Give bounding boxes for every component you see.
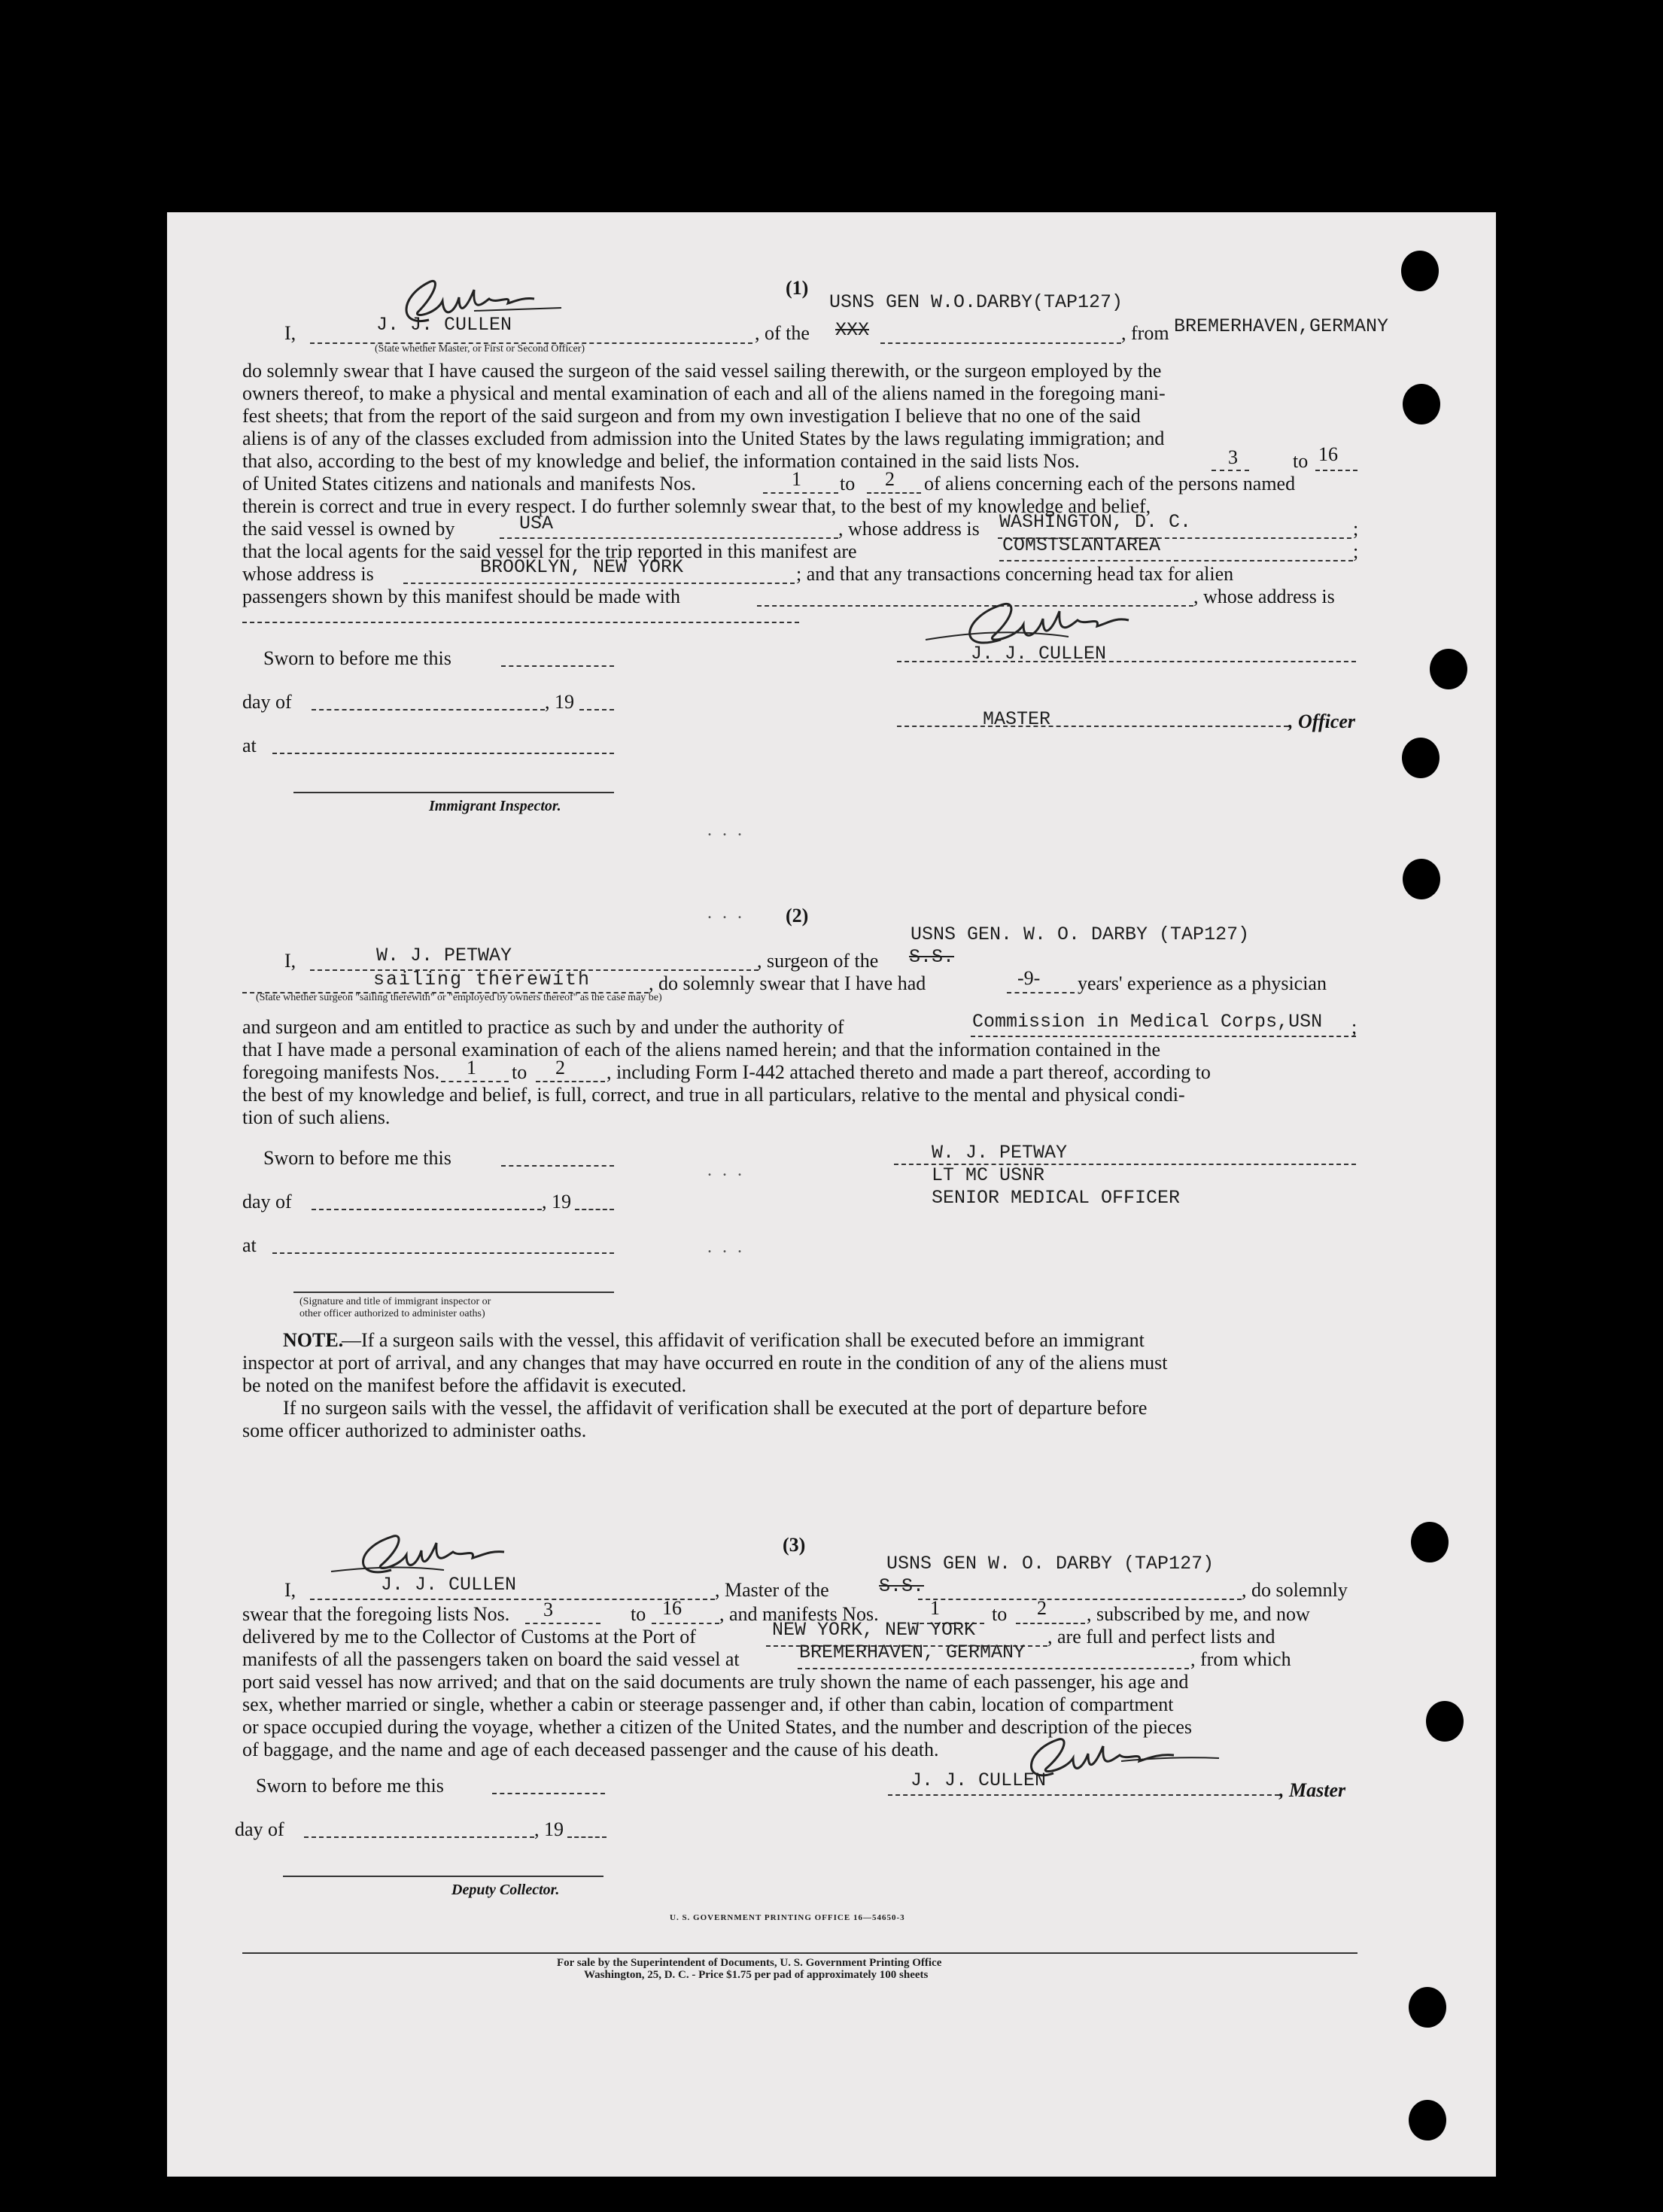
year-label: , 19 [542, 1191, 571, 1212]
officer-title: MASTER [983, 708, 1051, 730]
oath-line: of aliens concerning each of the persons named [924, 473, 1296, 494]
day-of-line [312, 1209, 542, 1210]
oath-line: do solemnly swear that I have caused the surgeon of the said vessel sailing therewith, or the surgeon employed by the [242, 360, 1162, 382]
lists-from: 3 [1228, 446, 1238, 468]
struck-ss: XXX [835, 319, 870, 341]
note-line: If no surgeon sails with the vessel, the affidavit of verification shall be executed at the port of departure before [283, 1397, 1148, 1419]
owner-line [500, 537, 838, 539]
oath-line: , whose address is [1193, 586, 1335, 607]
agent-address: BROOKLYN, NEW YORK [480, 556, 684, 578]
man-from: 1 [930, 1597, 940, 1619]
inspector-signature-line [293, 1292, 614, 1293]
ruled-dots: ... [707, 1237, 752, 1257]
day-of-line [304, 1836, 534, 1838]
punch-hole [1403, 859, 1440, 899]
sale-note: Washington, 25, D. C. - Price $1.75 per pad of approximately 100 sheets [584, 1969, 929, 1981]
note-line: inspector at port of arrival, and any changes that may have occurred en route in the condition of any of the aliens must [242, 1352, 1168, 1374]
man-to: 2 [555, 1057, 565, 1079]
surgeon-title: SENIOR MEDICAL OFFICER [932, 1187, 1181, 1209]
oath-line: therein is correct and true in every respect. I do further solemnly swear that, to the best of my knowledge and belief, [242, 495, 1151, 517]
master-typed-name: J. J. CULLEN [911, 1769, 1047, 1791]
i-label: I, [284, 1579, 296, 1601]
authority: Commission in Medical Corps,USN [972, 1011, 1323, 1033]
master-signature-line [888, 1794, 1279, 1796]
oath-line: years' experience as a physician [1078, 972, 1327, 994]
whose-address-label: , whose address is [838, 518, 980, 540]
master-typed-name: J. J. CULLEN [971, 643, 1107, 665]
vessel-line [880, 342, 1121, 344]
sworn-label: Sworn to before me this [263, 647, 451, 669]
solemnly-label: , do solemnly [1242, 1579, 1348, 1601]
state-note: (State whether Master, or First or Second Officer) [375, 343, 585, 354]
oath-line: passengers shown by this manifest should be made with [242, 586, 681, 607]
at-line [272, 1252, 614, 1254]
oath-line: , including Form I-442 attached thereto and made a part thereof, according to [607, 1061, 1211, 1083]
years: -9- [1017, 967, 1041, 989]
sworn-line [501, 1165, 614, 1167]
sworn-label: Sworn to before me this [263, 1147, 451, 1169]
note-line: be noted on the manifest before the affidavit is executed. [242, 1374, 687, 1396]
man-to-line [867, 492, 921, 494]
punch-hole [1409, 1987, 1446, 2028]
semicolon: ; [1351, 1016, 1357, 1038]
master-of-label: , Master of the [715, 1579, 829, 1601]
deputy-label: Deputy Collector. [451, 1882, 560, 1898]
oath-line: swear that the foregoing lists Nos. [242, 1603, 510, 1625]
agents: COMSTSLANTAREA [1002, 534, 1161, 556]
year-line [579, 709, 614, 710]
owned-label: the said vessel is owned by [242, 518, 455, 540]
oath-line: that also, according to the best of my knowledge and belief, the information contained in the said lists Nos. [242, 450, 1080, 472]
struck-ss: S.S. [879, 1575, 925, 1597]
punch-hole [1401, 251, 1439, 291]
year-line [567, 1836, 607, 1838]
punch-hole [1403, 384, 1440, 424]
semicolon: ; [1353, 540, 1359, 562]
sworn-line [501, 665, 614, 667]
oath-line: delivered by me to the Collector of Customs at the Port of [242, 1626, 696, 1648]
oath-line: foregoing manifests Nos. [242, 1061, 440, 1083]
man-to-line [536, 1081, 605, 1082]
man-to-line [1016, 1623, 1085, 1624]
ruled-dots: ... [707, 1161, 752, 1180]
owner-address: WASHINGTON, D. C. [999, 511, 1192, 533]
master-label: , Master [1279, 1779, 1346, 1801]
i-label: I, [284, 950, 296, 972]
deputy-line [283, 1876, 603, 1877]
man-from: 1 [792, 468, 801, 490]
oath-line: , subscribed by me, and now [1087, 1603, 1310, 1625]
master-name: J. J. CULLEN [376, 314, 512, 336]
agents-line [999, 560, 1353, 561]
inspector-line [293, 792, 614, 793]
section-number: (1) [786, 277, 809, 299]
note-line: —If a surgeon sails with the vessel, this affidavit of verification shall be executed before an immigrant [342, 1329, 1145, 1351]
master-name-line [310, 1599, 715, 1600]
to-label: to [1293, 450, 1309, 472]
sig-note: other officer authorized to administer oaths) [299, 1308, 485, 1319]
to-label: to [992, 1603, 1008, 1625]
surgeon-name: W. J. PETWAY [376, 945, 512, 966]
vessel-name: USNS GEN W. O. DARBY (TAP127) [886, 1553, 1215, 1575]
punch-hole [1426, 1701, 1464, 1742]
oath-line: that I have made a personal examination of each of the aliens named herein; and that the information contained in the [242, 1039, 1161, 1060]
owner: USA [519, 513, 554, 534]
semicolon: ; [1353, 518, 1359, 540]
ruled-dots: ... [707, 820, 752, 840]
sworn-line [492, 1793, 605, 1794]
punch-hole [1430, 649, 1467, 689]
sale-note: For sale by the Superintendent of Documents, U. S. Government Printing Office [557, 1957, 942, 1969]
oath-line: ; and that any transactions concerning head tax for alien [796, 563, 1234, 585]
sworn-label: Sworn to before me this [256, 1775, 444, 1797]
surgeon-typed-name: W. J. PETWAY [932, 1142, 1068, 1164]
of-the-label: , of the [755, 322, 810, 344]
from-label: , from [1121, 322, 1169, 344]
signature [324, 1528, 519, 1588]
vessel-name: USNS GEN. W. O. DARBY (TAP127) [911, 923, 1250, 945]
at-label: at [242, 1234, 257, 1256]
note-line: some officer authorized to administer oaths. [242, 1419, 587, 1441]
oath-line: or space occupied during the voyage, whether a citizen of the United States, and the number and description of the pieces [242, 1716, 1193, 1738]
lists-from: 3 [543, 1599, 553, 1620]
year-label: , 19 [545, 691, 574, 713]
oath-line: , from which [1190, 1648, 1291, 1670]
years-line [1007, 992, 1075, 993]
oath-line: of baggage, and the name and age of each deceased passenger and the cause of his death. [242, 1739, 939, 1760]
surgeon-state-note: (State whether surgeon "sailing therewith" or "employed by owners thereof" as the case may be) [256, 992, 662, 1003]
note-label: NOTE. [283, 1329, 344, 1351]
gpo-imprint: U. S. GOVERNMENT PRINTING OFFICE 16—54650-3 [670, 1913, 905, 1922]
departure-port: BREMERHAVEN, GERMANY [799, 1642, 1026, 1663]
day-of-label: day of [242, 1191, 292, 1212]
at-label: at [242, 735, 257, 756]
inspector-label: Immigrant Inspector. [429, 798, 561, 814]
oath-line: tion of such aliens. [242, 1106, 391, 1128]
oath-line: and surgeon and am entitled to practice as such by and under the authority of [242, 1016, 844, 1038]
from-port: BREMERHAVEN,GERMANY [1174, 315, 1389, 337]
master-name: J. J. CULLEN [381, 1574, 517, 1596]
authority-line [971, 1036, 1356, 1037]
signature [384, 275, 564, 335]
lists-from-line [525, 1623, 600, 1624]
surgeon-of-label: , surgeon of the [757, 950, 879, 972]
punch-hole [1402, 738, 1440, 778]
punch-hole [1409, 2100, 1446, 2140]
man-from: 1 [467, 1057, 476, 1079]
man-to: 2 [1037, 1597, 1047, 1619]
departure-port-line [798, 1668, 1189, 1669]
struck-ss: S.S. [909, 946, 955, 968]
lists-from-line [1212, 470, 1249, 471]
vessel-name: USNS GEN W.O.DARBY(TAP127) [829, 291, 1123, 313]
oath-line: sex, whether married or single, whether a cabin or steerage passenger and, if other than cabin, location of compartment [242, 1693, 1174, 1715]
arrival-port: NEW YORK, NEW YORK [772, 1619, 976, 1641]
surgeon-rank: LT MC USNR [932, 1164, 1045, 1186]
to-label: to [631, 1603, 646, 1625]
oath-line: fest sheets; that from the report of the said surgeon and from my own investigation I believe that no one of the said [242, 405, 1141, 427]
lists-to-line [1315, 470, 1357, 471]
i-label: I, [284, 322, 296, 344]
year-line [575, 1209, 614, 1210]
at-line [272, 753, 614, 754]
oath-line: the best of my knowledge and belief, is full, correct, and true in all particulars, relative to the mental and physical condi- [242, 1084, 1185, 1106]
day-of-label: day of [235, 1818, 284, 1840]
officer-label: , Officer [1288, 710, 1356, 732]
ruled-dots: ... [707, 903, 752, 923]
year-label: , 19 [534, 1818, 564, 1840]
to-label: to [840, 473, 856, 494]
punch-hole [1411, 1522, 1449, 1562]
oath-line: , and manifests Nos. [719, 1603, 879, 1625]
to-label: to [512, 1061, 527, 1083]
man-from-line [763, 492, 838, 494]
officer-signature-line [897, 661, 1356, 662]
oath-line: , do solemnly swear that I have had [649, 972, 926, 994]
agents-label: that the local agents for the said vessel for the trip reported in this manifest are [242, 540, 857, 562]
title-line [897, 726, 1288, 727]
oath-line: aliens is of any of the classes excluded from admission into the United States by the laws regulating immigration; and [242, 427, 1165, 449]
oath-line: owners thereof, to make a physical and mental examination of each and all of the aliens named in the foregoing mani- [242, 382, 1166, 404]
agent-address-label: whose address is [242, 563, 374, 585]
section-number: (2) [786, 905, 809, 926]
lists-to: 16 [662, 1597, 682, 1619]
lists-to: 16 [1318, 443, 1338, 465]
lists-to-line [652, 1623, 719, 1624]
oath-line: , are full and perfect lists and [1047, 1626, 1275, 1648]
man-from-line [441, 1081, 509, 1082]
footer-rule [242, 1952, 1357, 1954]
agent-address-line [403, 583, 795, 584]
oath-line: port said vessel has now arrived; and that on the said documents are truly shown the name of each passenger, his age and [242, 1671, 1189, 1693]
man-to: 2 [885, 468, 895, 490]
oath-line: manifests of all the passengers taken on board the said vessel at [242, 1648, 740, 1670]
vessel-line [918, 1599, 1242, 1600]
oath-line: of United States citizens and nationals and manifests Nos. [242, 473, 696, 494]
day-of-label: day of [242, 691, 292, 713]
sig-note: (Signature and title of immigrant inspector or [299, 1296, 491, 1307]
head-tax-address-line [242, 622, 799, 623]
day-of-line [312, 709, 545, 710]
section-number: (3) [783, 1534, 806, 1556]
sailing-therewith: sailing therewith [373, 969, 591, 990]
